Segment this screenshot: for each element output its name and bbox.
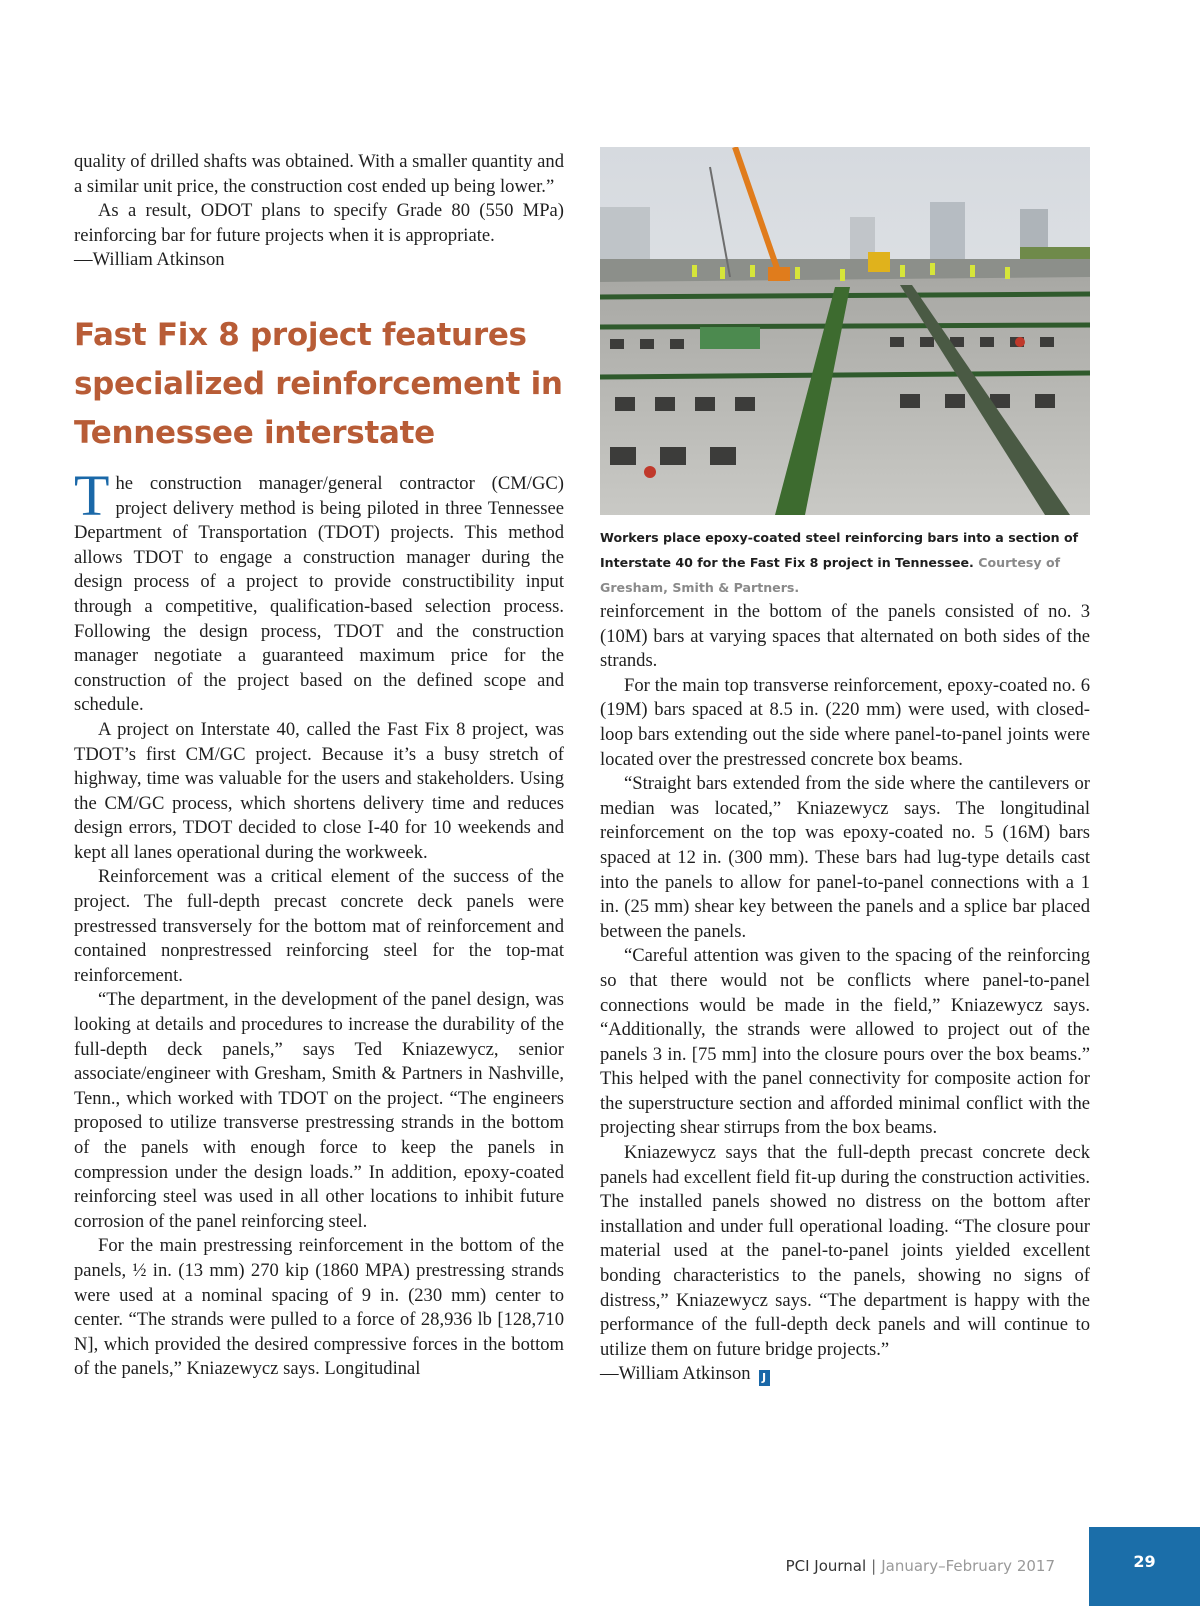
intro-byline: —William Atkinson — [74, 249, 225, 271]
photo-credit: Courtesy of Gresham, Smith & Partners. — [600, 555, 1061, 595]
article-headline: Fast Fix 8 project features specialized reinforcement in Tennessee interstate — [74, 316, 563, 451]
intro-paragraph: quality of drilled shafts was obtained. With a smaller quantity and a similar unit price, the construction cost ended up being lower.” — [74, 151, 564, 197]
journal-name: PCI Journal — [785, 1557, 867, 1575]
caption-text: Workers place epoxy-coated steel reinforcing bars into a section of Interstate 40 for the Fast Fix 8 project in Tennessee. — [600, 530, 1079, 570]
photo-caption — [600, 525, 1090, 600]
body-paragraph: For the main top transverse reinforcement, epoxy-coated no. 6 (19M) bars spaced at 8.5 in. (220 mm) were used, with closed-loop bars extending out the side where panel-to-panel joints were located over the prestressed concrete box beams. — [600, 674, 1090, 770]
intro-paragraph: As a result, ODOT plans to specify Grade 80 (550 MPa) reinforcing bar for future projects when it is appropriate. — [74, 200, 564, 246]
construction-photo — [600, 147, 1090, 515]
body-text: he construction manager/general contractor (CM/GC) project delivery method is being piloted in three Tennessee Department of Transportation (TDOT) projects. This method allows TDOT to engage a construction manager during the design process of a project to provide constructibility input through a competitive, qualification-based selection process. Following the design process, TDOT and the construction manager negotiate a guaranteed maximum price for the construction of the project based on the defined scope and schedule. — [74, 472, 564, 716]
body-paragraph: A project on Interstate 40, called the Fast Fix 8 project, was TDOT’s first CM/GC project. Because it’s a busy stretch of highway, time was valuable for the users and stakeholders. Using the CM/GC process, which shortens delivery time and reduces design errors, TDOT decided to close I-40 for 10 weekends and kept all lanes operational during the workweek. — [74, 718, 564, 863]
issue-date: January–February 2017 — [881, 1557, 1055, 1575]
body-paragraph: “Careful attention was given to the spacing of the reinforcing so that there would not be conflicts where panel-to-panel connections would be made in the field,” Kniazewycz says. “Additionally, the strands were allowed to project out of the panels 3 in. [75 mm] into the closure pours over the box beams.” This helped with the panel connectivity for composite action for the superstructure section and afforded minimal conflict with the projecting shear stirrups from the box beams. — [600, 945, 1090, 1139]
footer-separator: | — [871, 1557, 877, 1575]
body-paragraph: Kniazewycz says that the full-depth precast concrete deck panels had excellent field fit-up during the construction activities. The installed panels showed no distress on the bottom after installation and under full operational loading. “The closure pour material used at the panel-to-panel joints yielded excellent bonding characteristics to the panels, showing no signs of distress,” Kniazewycz says. “The department is happy with the performance of the full-depth deck panels and will continue to utilize them on future bridge projects.” — [600, 1142, 1090, 1360]
article-byline — [600, 1362, 1090, 1387]
body-paragraph: “Straight bars extended from the side where the cantilevers or median was located,” Kniazewycz says. The longitudinal reinforcement on the top was epoxy-coated no. 5 (16M) bars spaced at 12 in. (300 mm). These bars had lug-type details cast into the panels to allow for panel-to-panel connections with a 1 in. (25 mm) shear key between the panels and a splice bar placed between the panels. — [600, 773, 1090, 942]
page-number: 29 — [1089, 1527, 1200, 1606]
end-mark-icon: J — [759, 1370, 770, 1386]
page-footer — [786, 1557, 1055, 1575]
right-column — [600, 147, 1090, 1387]
body-paragraph: “The department, in the development of the panel design, was looking at details and procedures to increase the durability of the full-depth deck panels,” says Ted Kniazewycz, senior associate/engineer with Gresham, Smith & Partners in Nashville, Tenn., which worked with TDOT on the project. “The engineers proposed to utilize transverse prestressing strands in the bottom of the panels with enough force to keep the panels in compression under the design loads.” In addition, epoxy-coated reinforcing steel was used in all other locations to inhibit future corrosion of the panel reinforcing steel. — [74, 989, 564, 1232]
left-column — [74, 150, 564, 1382]
body-paragraph — [74, 462, 564, 718]
body-paragraph: reinforcement in the bottom of the panels consisted of no. 3 (10M) bars at varying spaces that alternated on both sides of the strands. — [600, 601, 1090, 672]
body-paragraph: Reinforcement was a critical element of the success of the project. The full-depth precast concrete deck panels were prestressed transversely for the bottom mat of reinforcement and contained nonprestressed reinforcing steel for the top-mat reinforcement. — [74, 866, 564, 986]
drop-cap: T — [74, 462, 110, 528]
body-paragraph: For the main prestressing reinforcement in the bottom of the panels, ½ in. (13 mm) 270 kip (1860 MPA) prestressing strands were used at a nominal spacing of 9 in. (230 mm) center to center. “The strands were pulled to a force of 28,936 lb [128,710 N], which provided the desired compressive forces in the bottom of the panels,” Kniazewycz says. Longitudinal — [74, 1235, 564, 1380]
byline-text: —William Atkinson — [600, 1363, 751, 1385]
